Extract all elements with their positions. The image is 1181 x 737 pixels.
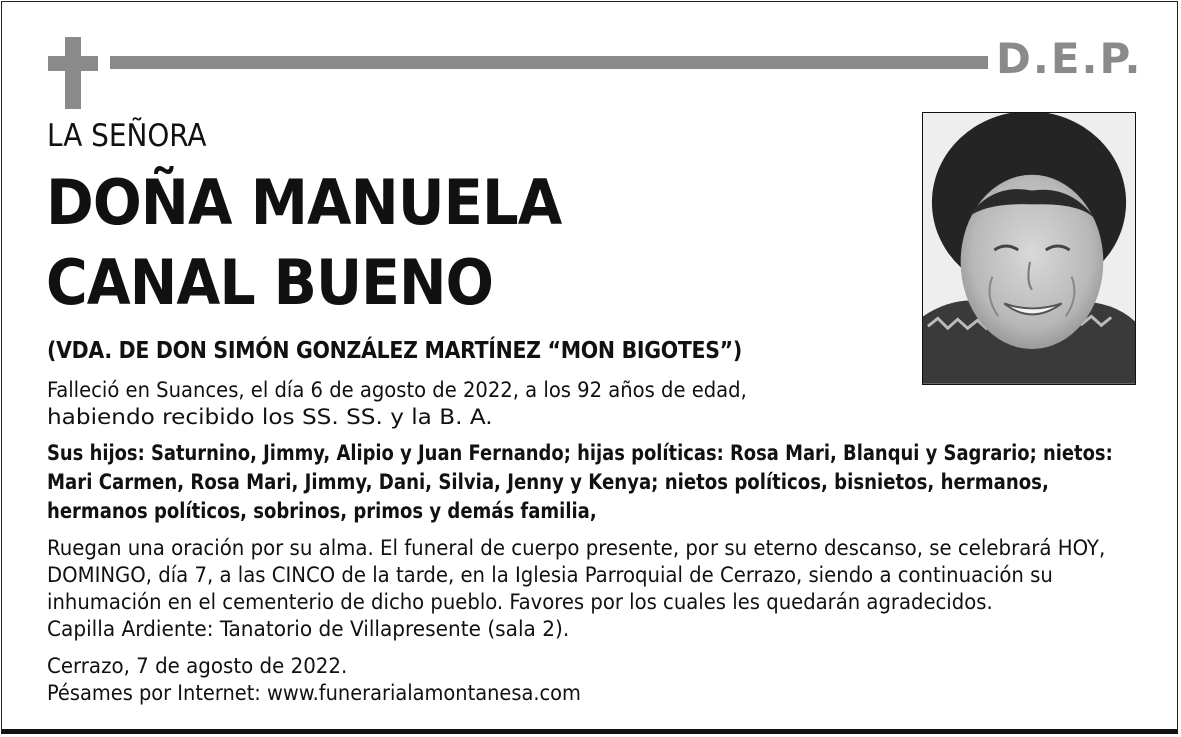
- place-date: Cerrazo, 7 de agosto de 2022.: [47, 654, 348, 678]
- family-line: Mari Carmen, Rosa Mari, Jimmy, Dani, Silvia, Jenny y Kenya; nietos políticos, bisnietos, hermanos,: [47, 470, 1049, 494]
- death-line: habiendo recibido los SS. SS. y la B. A.: [47, 405, 493, 429]
- family-line: Sus hijos: Saturnino, Jimmy, Alipio y Juan Fernando; hijas políticas: Rosa Mari, Blanqui y Sagrario; nietos:: [47, 441, 1113, 465]
- cross-icon: [48, 37, 98, 109]
- portrait-photo: [922, 112, 1136, 385]
- funeral-line: Ruegan una oración por su alma. El funeral de cuerpo presente, por su eterno descanso, se celebrará HOY,: [47, 536, 1106, 560]
- death-line: Falleció en Suances, el día 6 de agosto de 2022, a los 92 años de edad,: [47, 378, 747, 402]
- deceased-name-line2: CANAL BUENO: [46, 246, 493, 319]
- funeral-line: Capilla Ardiente: Tanatorio de Villapresente (sala 2).: [47, 617, 570, 641]
- widow-line: (VDA. DE DON SIMÓN GONZÁLEZ MARTÍNEZ “MON BIGOTES”): [47, 338, 742, 364]
- funeral-line: DOMINGO, día 7, a las CINCO de la tarde, en la Iglesia Parroquial de Cerrazo, siendo a continuación su: [47, 563, 1053, 587]
- condolences-line: Pésames por Internet: www.funerarialamontanesa.com: [47, 681, 581, 705]
- family-line: hermanos políticos, sobrinos, primos y demás familia,: [47, 499, 597, 523]
- intro-label: LA SEÑORA: [47, 118, 207, 154]
- deceased-name-line1: DOÑA MANUELA: [46, 166, 562, 239]
- dep-label: D.E.P.: [996, 34, 1143, 83]
- funeral-line: inhumación en el cementerio de dicho pueblo. Favores por los cuales les quedarán agradecidos.: [47, 590, 993, 614]
- header-rule: [110, 56, 988, 69]
